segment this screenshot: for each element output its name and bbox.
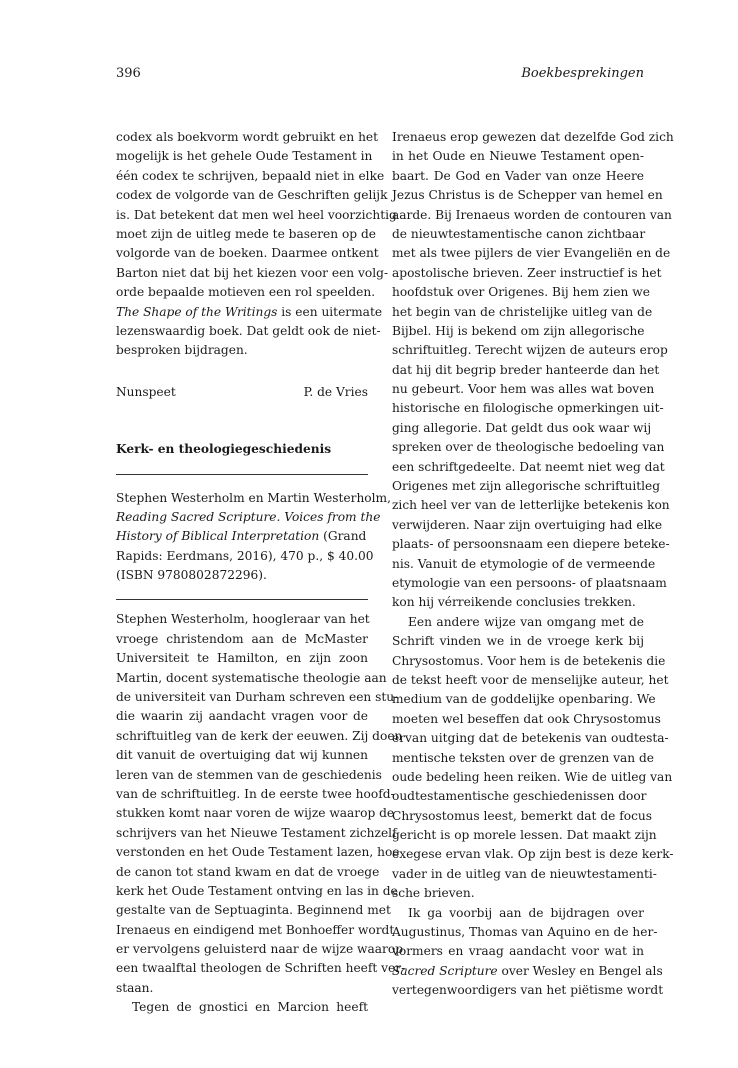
text-line: Universiteit te Hamilton, en zijn zoon — [116, 651, 368, 666]
paragraph — [392, 128, 674, 613]
text-line: historische en filologische opmerkingen uit- — [392, 401, 664, 416]
text-line: Ik ga voorbij aan de bijdragen over — [408, 905, 644, 920]
text-line: ging allegorie. Dat geldt dus ook waar wij — [392, 420, 652, 435]
book-title: Reading Sacred Scripture. Voices from the — [116, 509, 381, 524]
text-line: Irenaeus en eindigend met Bonhoeffer wordt — [116, 922, 395, 937]
publisher-fragment: (Grand — [319, 529, 367, 544]
page-number: 396 — [116, 66, 141, 81]
text-line: de universiteit van Durham schreven een stu- — [116, 690, 399, 705]
text-line: oude bedeling heen reiken. Wie de uitleg van — [392, 769, 673, 784]
text-line: orde bepaalde motieven een rol speelden. — [116, 285, 376, 300]
text-line: een twaalftal theologen de Schriften heeft ver- — [116, 961, 406, 976]
text-line: nis. Vanuit de etymologie of de vermeende — [392, 556, 656, 571]
text-line: codex de volgorde van de Geschriften gelijk — [116, 188, 388, 203]
text-line: spreken over de theologische bedoeling van — [392, 440, 665, 455]
text-line: Schrift vinden we in de vroege kerk bij — [392, 634, 644, 649]
text-line: Barton niet dat bij het kiezen voor een volg- — [116, 265, 389, 280]
text-line: moet zijn de uitleg mede te baseren op de — [116, 226, 376, 241]
text-line: gestalte van de Septuaginta. Beginnend met — [116, 903, 391, 918]
text-line: van de schriftuitleg. In de eerste twee hoofd- — [116, 786, 395, 801]
book-title-publisher — [116, 527, 368, 546]
text-line: Bijbel. Hij is bekend om zijn allegorische — [392, 323, 645, 338]
section-heading: Kerk- en theologiegeschiedenis — [116, 442, 332, 457]
text-line: gericht is op morele lessen. Dat maakt zijn — [392, 828, 657, 843]
book-subtitle: History of Biblical Interpretation — [116, 529, 320, 544]
text-line — [392, 962, 663, 981]
text-line: ervan uitging dat de betekenis van oudtesta- — [392, 731, 669, 746]
text-line: die waarin zij aandacht vragen voor de — [116, 709, 368, 724]
text-line: verstonden en het Oude Testament lazen, hoe — [116, 845, 400, 860]
text-line: dit vanuit de overtuiging dat wij kunnen — [116, 748, 368, 763]
signoff-place: Nunspeet — [116, 384, 176, 399]
text-line: een schriftgedeelte. Dat neemt niet weg dat — [392, 459, 665, 474]
book-reference — [116, 475, 391, 600]
text-line: aarde. Bij Irenaeus worden de contouren van — [392, 207, 672, 222]
text-line: is. Dat betekent dat men wel heel voorzichtig — [116, 207, 397, 222]
paragraph — [116, 610, 406, 1017]
text-line: Martin, docent systematische theologie aan — [116, 670, 387, 685]
text-line: het begin van de christelijke uitleg van de — [392, 304, 653, 319]
text-line: Een andere wijze van omgang met de — [408, 614, 644, 629]
text-line: met als twee pijlers de vier Evangeliën en de — [392, 246, 671, 261]
text-line: de nieuwtestamentische canon zichtbaar — [392, 226, 646, 241]
text-line: Chrysostomus. Voor hem is de betekenis die — [392, 653, 666, 668]
text-fragment: over Wesley en Bengel als — [501, 963, 663, 978]
text-line: de tekst heeft voor de menselijke auteur, het — [392, 672, 669, 687]
text-line: mogelijk is het gehele Oude Testament in — [116, 149, 373, 164]
text-line: er vervolgens geluisterd naar de wijze waarop — [116, 942, 403, 957]
text-line: stukken komt naar voren de wijze waarop de — [116, 806, 395, 821]
text-line: vader in de uitleg van de nieuwtestamenti- — [392, 866, 657, 881]
text-line: in het Oude en Nieuwe Testament open- — [392, 149, 644, 164]
text-line: baart. De God en Vader van onze Heere — [392, 168, 644, 183]
text-line: Augustinus, Thomas van Aquino en de her- — [392, 925, 658, 940]
text-line: staan. — [116, 980, 154, 995]
text-line: Jezus Christus is de Schepper van hemel en — [392, 188, 663, 203]
text-line: verwijderen. Naar zijn overtuiging had elke — [392, 517, 663, 532]
text-line — [116, 303, 383, 322]
review-signoff — [116, 383, 368, 402]
book-authors: Stephen Westerholm en Martin Westerholm, — [116, 490, 391, 505]
text-line: leren van de stemmen van de geschiedenis — [116, 767, 382, 782]
text-line: mentische teksten over de grenzen van de — [392, 750, 654, 765]
text-line: vroege christendom aan de McMaster — [116, 631, 368, 646]
text-line: codex als boekvorm wordt gebruikt en het — [116, 130, 379, 144]
text-line: volgorde van de boeken. Daarmee ontkent — [116, 246, 379, 261]
text-line: oudtestamentische geschiedenissen door — [392, 789, 647, 804]
text-fragment: is een uitermate — [281, 304, 383, 319]
text-line: de canon tot stand kwam en dat de vroege — [116, 864, 380, 879]
text-line: moeten wel beseffen dat ook Chrysostomus — [392, 711, 661, 726]
text-line: Chrysostomus leest, bemerkt dat de focus — [392, 808, 652, 823]
text-line: lezenswaardig boek. Dat geldt ook de niet- — [116, 323, 381, 338]
divider — [116, 599, 368, 600]
text-line: Origenes met zijn allegorische schriftuitleg — [392, 479, 661, 494]
signoff-author: P. de Vries — [303, 384, 368, 399]
text-line: hoofdstuk over Origenes. Bij hem zien we — [392, 285, 650, 300]
text-line: Irenaeus erop gewezen dat dezelfde God zich — [392, 130, 674, 144]
text-line: vertegenwoordigers van het piëtisme wordt — [392, 983, 664, 998]
text-line: besproken bijdragen. — [116, 343, 248, 358]
text-line: plaats- of persoonsnaam een diepere beteke- — [392, 537, 670, 552]
paragraph — [116, 128, 397, 361]
book-title-italic: Sacred Scripture — [392, 963, 498, 978]
text-line: schrijvers van het Nieuwe Testament zichzelf — [116, 825, 397, 840]
left-column — [116, 128, 406, 1018]
text-line: vormers en vraag aandacht voor wat in — [392, 944, 644, 959]
right-column — [392, 128, 674, 1001]
text-line: apostolische brieven. Zeer instructief is het — [392, 265, 662, 280]
text-line: schriftuitleg van de kerk der eeuwen. Zij doen — [116, 728, 403, 743]
text-line: sche brieven. — [392, 886, 475, 901]
paragraph — [392, 613, 674, 904]
book-title-italic: The Shape of the Writings — [116, 304, 278, 319]
text-line: etymologie van een persoons- of plaatsnaam — [392, 575, 667, 590]
text-line: nu gebeurt. Voor hem was alles wat boven — [392, 382, 655, 397]
text-line: exegese ervan vlak. Op zijn best is deze kerk- — [392, 847, 674, 862]
running-head: Boekbesprekingen — [521, 66, 644, 81]
text-line: zich heel ver van de letterlijke betekenis kon — [392, 498, 670, 513]
text-line: Stephen Westerholm, hoogleraar van het — [116, 612, 370, 627]
text-line: dat hij dit begrip breder hanteerde dan het — [392, 362, 660, 377]
text-line: Tegen de gnostici en Marcion heeft — [132, 1000, 368, 1015]
text-line: kerk het Oude Testament ontving en las in de — [116, 883, 398, 898]
text-line: schriftuitleg. Terecht wijzen de auteurs erop — [392, 343, 668, 358]
paragraph — [392, 904, 664, 1001]
text-line: één codex te schrijven, bepaald niet in elke — [116, 168, 385, 183]
book-isbn: (ISBN 9780802872296). — [116, 568, 267, 583]
text-line: medium van de goddelijke openbaring. We — [392, 692, 656, 707]
text-line: kon hij vérreikende conclusies trekken. — [392, 595, 636, 610]
book-publisher: Rapids: Eerdmans, 2016), 470 p., $ 40.00 — [116, 548, 374, 563]
